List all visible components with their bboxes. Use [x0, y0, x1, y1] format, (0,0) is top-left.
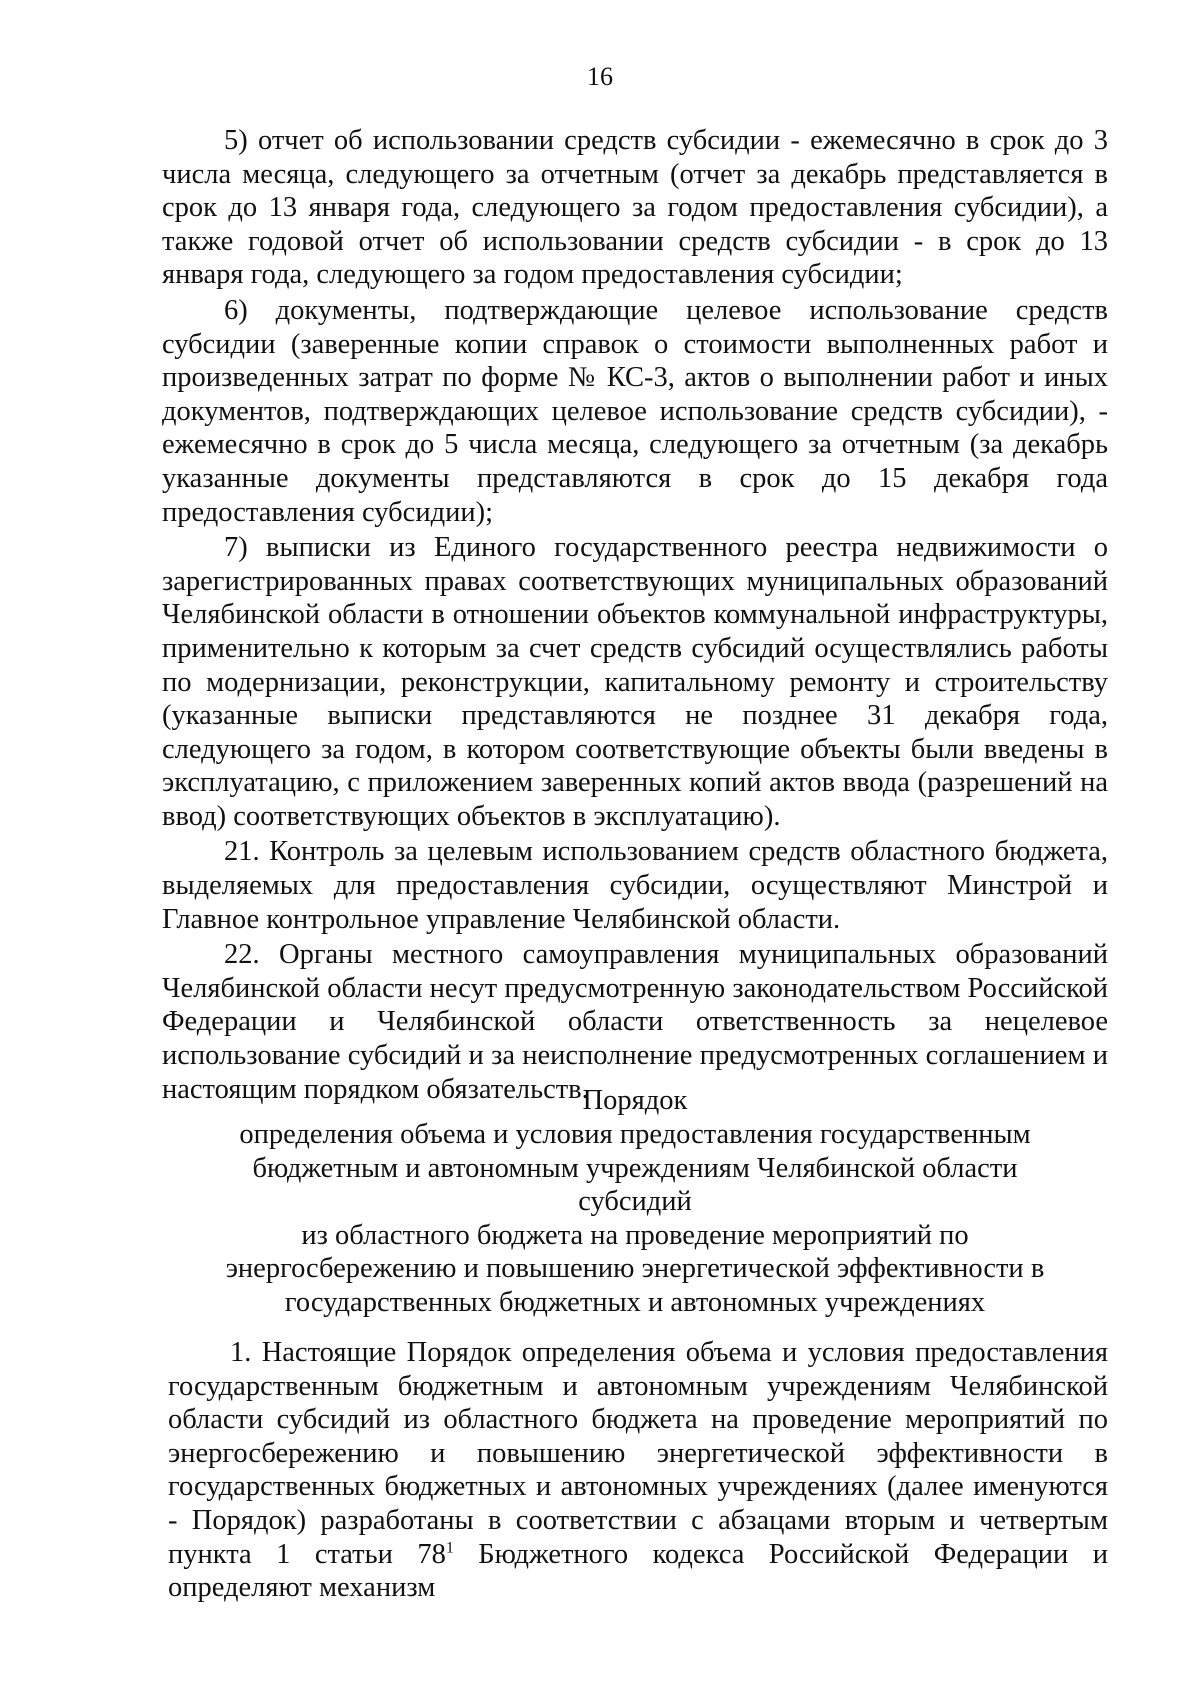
subtitle-line: из областного бюджета на проведение мероприятий по	[301, 1219, 969, 1251]
paragraph-item-6: 6) документы, подтверждающие целевое использование средств субсидии (заверенные копии справок о стоимости выполненных работ и произведенных затрат по форме № КС-3, актов о выполнении работ и иных документов, подтверждающих целевое использование средств субсидии), - ежемесячно в срок до 5 числа месяца, следующего за отчетным (за декабрь указанные документы представляются в срок до 15 декабря года предоставления субсидии);	[162, 294, 1108, 528]
paragraph-clause-1	[168, 1336, 1108, 1605]
paragraph-clause-22: 22. Органы местного самоуправления муниципальных образований Челябинской области несут предусмотренную законодательством Российской Федерации и Челябинской области ответственность за нецелевое использование субсидий и за неисполнение предусмотренных соглашением и настоящим порядком обязательств.	[162, 939, 1108, 1105]
subtitle-line: энергосбережению и повышению энергетической эффективности в	[225, 1253, 1045, 1285]
page-number: 16	[587, 62, 613, 91]
paragraph-clause-21: 21. Контроль за целевым использованием средств областного бюджета, выделяемых для предоставления субсидии, осуществляют Минстрой и Главное контрольное управление Челябинской области.	[162, 836, 1108, 935]
clause-1-text: 1. Настоящие Порядок определения объема и условия предоставления государственным бюджетным и автономным учреждениям Челябинской области субсидий из областного бюджета на проведение мероприятий по энергосбережению и повышению энергетической эффективности в государственных бюджетных и автономных учреждениях (далее именуются - Порядок) разработаны в соответствии с абзацами вторым и четвертым пункта 1 статьи 78	[168, 1337, 1108, 1570]
subtitle-line: государственных бюджетных и автономных учреждениях	[284, 1286, 986, 1318]
clause-1-text-continued: Бюджетного кодекса Российской Федерации и определяют механизм	[168, 1538, 1108, 1604]
body-text-bottom	[168, 1336, 1108, 1605]
article-superscript: 1	[445, 1539, 454, 1557]
body-text-top	[162, 124, 1108, 1106]
subtitle-line: бюджетным и автономным учреждениям Челябинской области субсидий	[252, 1152, 1018, 1218]
paragraph-item-5: 5) отчет об использовании средств субсидии - ежемесячно в срок до 3 числа месяца, следующего за отчетным (отчет за декабрь представляется в срок до 13 января года, следующего за годом предоставления субсидии), а также годовой отчет об использовании средств субсидии - в срок до 13 января года, следующего за годом предоставления субсидии;	[162, 125, 1108, 291]
section-subtitle	[200, 1118, 1070, 1320]
section-title: Порядок	[582, 1085, 688, 1116]
paragraph-item-7: 7) выписки из Единого государственного реестра недвижимости о зарегистрированных правах соответствующих муниципальных образований Челябинской области в отношении объектов коммунальной инфраструктуры, применительно к которым за счет средств субсидий осуществлялись работы по модернизации, реконструкции, капитальному ремонту и строительству (указанные выписки представляются не позднее 31 декабря года, следующего за годом, в котором соответствующие объекты были введены в эксплуатацию, с приложением заверенных копий актов ввода (разрешений на ввод) соответствующих объектов в эксплуатацию).	[162, 532, 1108, 832]
subtitle-line: определения объема и условия предоставления государственным	[239, 1119, 1031, 1150]
